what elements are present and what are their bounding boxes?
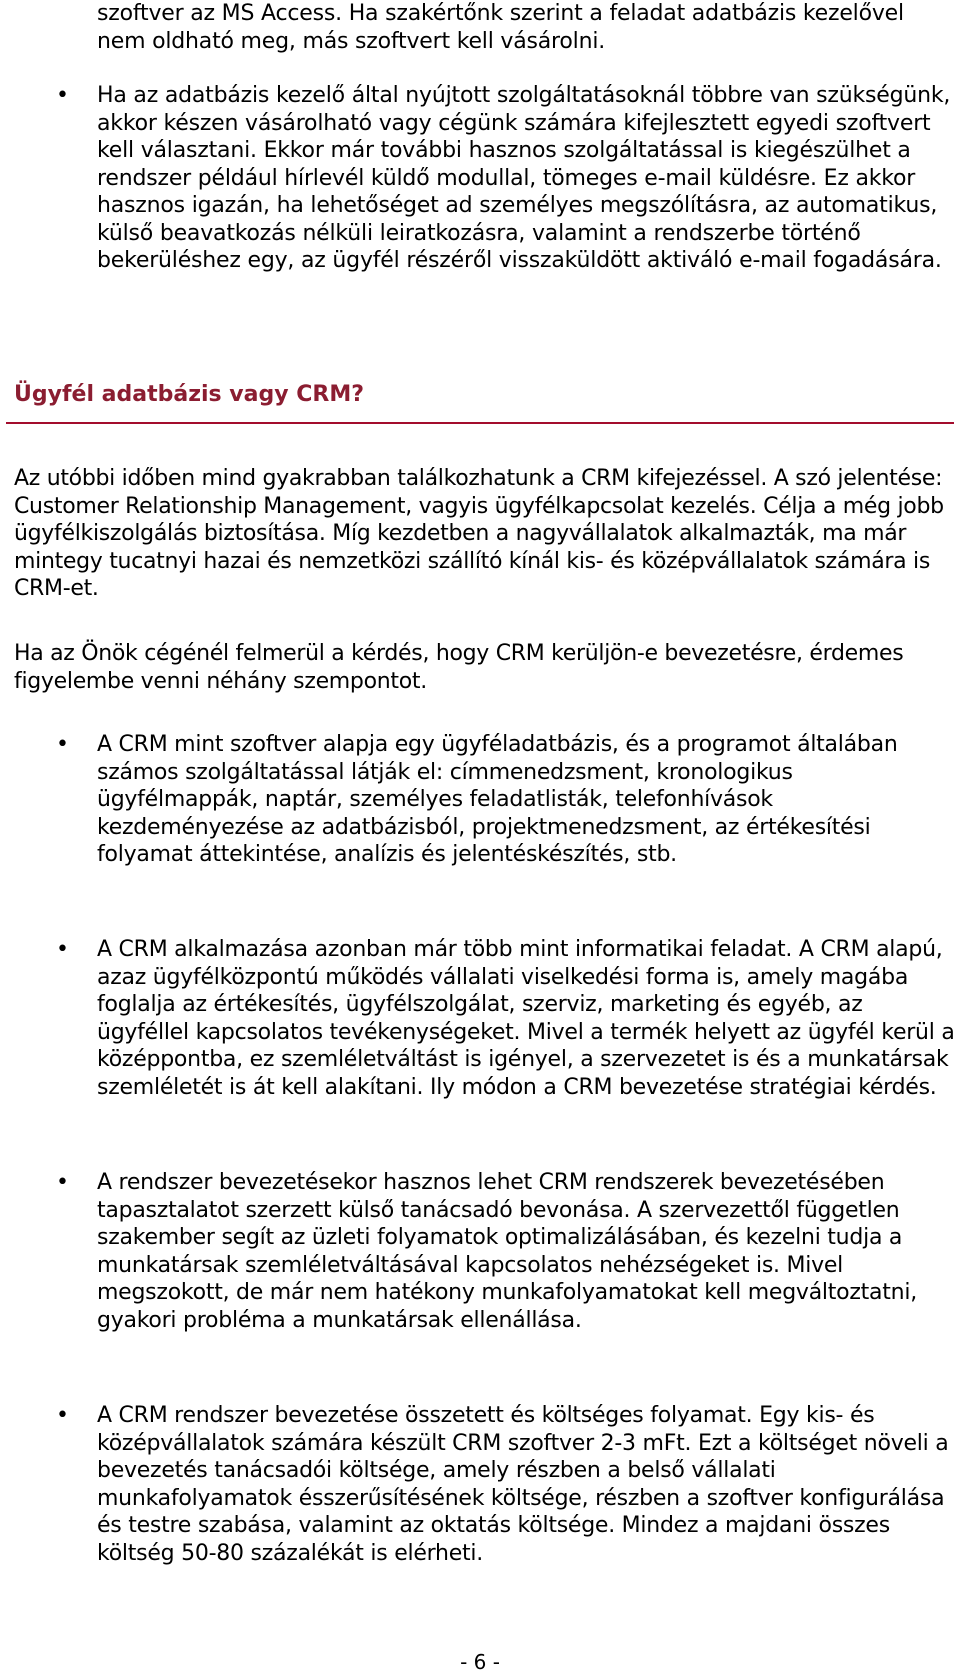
top-continuation-text: szoftver az MS Access. Ha szakértőnk szerint a feladat adatbázis kezelővel nem oldható meg, más szoftvert kell vásárolni. <box>97 1 904 54</box>
bullet-icon: • <box>56 937 69 962</box>
bullet-icon: • <box>56 1403 69 1428</box>
list-item-text: A CRM rendszer bevezetése összetett és költséges folyamat. Egy kis- és középvállalatok számára készült CRM szoftver 2-3 mFt. Ezt a költséget növeli a bevezetés tanácsadói költsége, amely részben a belső vállalati munkafolyamatok ésszerűsítésének költsége, részben a szoftver konfigurálása és testre szabása, valamint az oktatás költsége. Mindez a majdani összes költség 50-80 százalékát is elérheti. <box>97 1403 949 1566</box>
intro-paragraph: Az utóbbi időben mind gyakrabban találkozhatunk a CRM kifejezéssel. A szó jelentése: Customer Relationship Management, vagyis ügyfélkapcsolat kezelés. Célja a még jobb ügyfélkiszolgálás biztosítása. Míg kezdetben a nagyvállalatok alkalmazták, ma már mintegy tucatnyi hazai és nemzetközi szállító kínál kis- és középvállalatok számára is CRM-et. <box>14 466 944 601</box>
bullet-icon: • <box>56 1170 69 1195</box>
heading-divider <box>6 422 954 424</box>
bullet-icon: • <box>56 732 69 757</box>
list-item-text: Ha az adatbázis kezelő által nyújtott szolgáltatásoknál többre van szükségünk, akkor készen vásárolható vagy cégünk számára kifejlesztett egyedi szoftvert kell választani. Ekkor már további hasznos szolgáltatással is kiegészülhet a rendszer például hírlevél küldő modullal, tömeges e-mail küldésre. Ez akkor hasznos igazán, ha lehetőséget ad személyes megszólításra, az automatikus, külső beavatkozás nélküli leiratkozásra, valamint a rendszerbe történő bekerüléshez egy, az ügyfél részéről visszaküldött aktiváló e-mail fogadására. <box>97 83 951 273</box>
section-heading: Ügyfél adatbázis vagy CRM? <box>14 382 364 407</box>
bullet-icon: • <box>56 83 69 108</box>
list-item-text: A rendszer bevezetésekor hasznos lehet CRM rendszerek bevezetésében tapasztalatot szerzett külső tanácsadó bevonása. A szervezettől független szakember segít az üzleti folyamatok optimalizálásában, és kezelni tudja a munkatársak szemléletváltásával kapcsolatos nehézségeket is. Mivel megszokott, de már nem hatékony munkafolyamatokat kell megváltoztatni, gyakori probléma a munkatársak ellenállása. <box>97 1170 917 1333</box>
list-item-text: A CRM mint szoftver alapja egy ügyféladatbázis, és a programot általában számos szolgáltatással látják el: címmenedzsment, kronologikus ügyfélmappák, naptár, személyes feladatlisták, telefonhívások kezdeményezése az adatbázisból, projektmenedzsment, az értékesítési folyamat áttekintése, analízis és jelentéskészítés, stb. <box>97 732 898 867</box>
page-number: - 6 - <box>460 1650 500 1674</box>
question-paragraph: Ha az Önök cégénél felmerül a kérdés, hogy CRM kerüljön-e bevezetésre, érdemes figyelembe venni néhány szempontot. <box>14 641 904 694</box>
list-item-text: A CRM alkalmazása azonban már több mint informatikai feladat. A CRM alapú, azaz ügyfélközpontú működés vállalati viselkedési forma is, amely magába foglalja az értékesítés, ügyfélszolgálat, szerviz, marketing és egyéb, az ügyféllel kapcsolatos tevékenységeket. Mivel a termék helyett az ügyfél kerül a középpontba, ez szemléletváltást is igényel, a szervezetet is és a munkatársak szemléletét is át kell alakítani. Ily módon a CRM bevezetése stratégiai kérdés. <box>97 937 955 1100</box>
